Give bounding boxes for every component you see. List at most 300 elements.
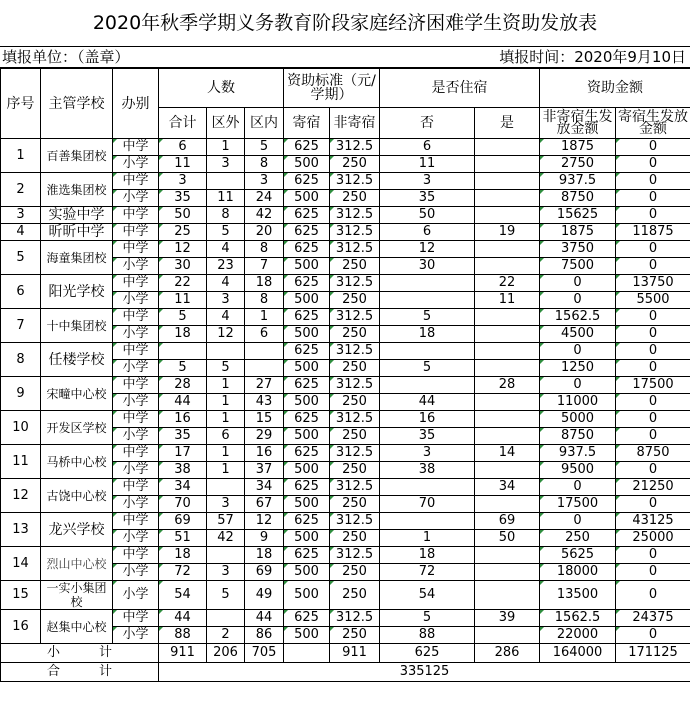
cell-seq: 4	[1, 224, 41, 241]
cell-total: 5	[159, 360, 207, 377]
cell-yes	[475, 190, 540, 207]
cell-school: 一实小集团校	[41, 581, 113, 610]
cell-std-nondorm: 250	[330, 428, 380, 445]
cell-amt-nondorm: 0	[540, 343, 616, 360]
cell-outside: 3	[207, 292, 245, 309]
cell-type: 中学	[113, 275, 159, 292]
cell-std-nondorm: 250	[330, 462, 380, 479]
cell-yes: 19	[475, 224, 540, 241]
cell-no: 5	[380, 360, 475, 377]
cell-std-nondorm: 250	[330, 190, 380, 207]
cell-std-dorm: 625	[284, 173, 330, 190]
cell-total: 18	[159, 547, 207, 564]
cell-amt-dorm: 0	[616, 190, 690, 207]
cell-outside: 4	[207, 275, 245, 292]
cell-no: 38	[380, 462, 475, 479]
cell-inside: 1	[245, 309, 284, 326]
cell-inside: 44	[245, 610, 284, 627]
cell-total: 11	[159, 292, 207, 309]
cell-total: 54	[159, 581, 207, 610]
cell-std-nondorm: 312.5	[330, 411, 380, 428]
page-title: 2020年秋季学期义务教育阶段家庭经济困难学生资助发放表	[92, 12, 598, 34]
cell-type: 中学	[113, 479, 159, 496]
cell-outside	[207, 547, 245, 564]
grand-total-row	[1, 663, 690, 682]
cell-total: 44	[159, 394, 207, 411]
header-dorm-amount: 寄宿生发放金额	[616, 108, 690, 139]
cell-yes	[475, 581, 540, 610]
subtotal-std-dorm	[284, 644, 330, 663]
cell-seq: 14	[1, 547, 41, 581]
cell-inside: 67	[245, 496, 284, 513]
cell-std-dorm: 500	[284, 360, 330, 377]
cell-total	[159, 343, 207, 360]
cell-yes	[475, 394, 540, 411]
cell-type: 中学	[113, 173, 159, 190]
cell-school: 实验中学	[41, 207, 113, 224]
cell-no: 30	[380, 258, 475, 275]
cell-amt-dorm: 13750	[616, 275, 690, 292]
cell-total: 35	[159, 190, 207, 207]
cell-amt-nondorm: 1250	[540, 360, 616, 377]
cell-outside: 4	[207, 309, 245, 326]
cell-outside: 4	[207, 241, 245, 258]
aid-table	[0, 68, 690, 682]
cell-amt-dorm: 0	[616, 139, 690, 156]
cell-outside: 8	[207, 207, 245, 224]
fill-time-label: 填报时间：2020年9月10日	[499, 48, 686, 66]
cell-inside: 43	[245, 394, 284, 411]
cell-school: 昕昕中学	[41, 224, 113, 241]
cell-no: 35	[380, 190, 475, 207]
cell-total: 44	[159, 610, 207, 627]
cell-inside: 15	[245, 411, 284, 428]
cell-std-dorm: 500	[284, 428, 330, 445]
cell-seq: 5	[1, 241, 41, 275]
cell-type: 中学	[113, 207, 159, 224]
cell-seq: 13	[1, 513, 41, 547]
header-nondorm: 非寄宿	[330, 108, 380, 139]
cell-amt-nondorm: 3750	[540, 241, 616, 258]
cell-amt-nondorm: 2750	[540, 156, 616, 173]
cell-seq: 2	[1, 173, 41, 207]
cell-inside: 18	[245, 547, 284, 564]
cell-no: 16	[380, 411, 475, 428]
cell-std-dorm: 625	[284, 377, 330, 394]
cell-std-dorm: 500	[284, 564, 330, 581]
cell-amt-dorm: 0	[616, 581, 690, 610]
cell-inside: 3	[245, 173, 284, 190]
cell-outside: 1	[207, 462, 245, 479]
cell-inside: 7	[245, 258, 284, 275]
cell-std-nondorm: 250	[330, 530, 380, 547]
cell-inside: 8	[245, 156, 284, 173]
cell-outside: 11	[207, 190, 245, 207]
table-row	[1, 547, 690, 564]
subtotal-no: 625	[380, 644, 475, 663]
cell-yes	[475, 326, 540, 343]
cell-no: 18	[380, 547, 475, 564]
cell-total: 17	[159, 445, 207, 462]
cell-school: 任楼学校	[41, 343, 113, 377]
cell-std-dorm: 625	[284, 224, 330, 241]
cell-inside: 27	[245, 377, 284, 394]
cell-type: 中学	[113, 610, 159, 627]
table-row	[1, 224, 690, 241]
cell-type: 小学	[113, 564, 159, 581]
cell-no	[380, 292, 475, 309]
cell-std-dorm: 500	[284, 496, 330, 513]
cell-type: 小学	[113, 627, 159, 644]
cell-type: 中学	[113, 139, 159, 156]
cell-inside: 24	[245, 190, 284, 207]
cell-amt-dorm: 0	[616, 428, 690, 445]
cell-outside: 57	[207, 513, 245, 530]
cell-outside: 5	[207, 581, 245, 610]
cell-yes	[475, 547, 540, 564]
cell-amt-dorm: 43125	[616, 513, 690, 530]
subtotal-yes: 286	[475, 644, 540, 663]
cell-school: 百善集团校	[41, 139, 113, 173]
cell-yes: 11	[475, 292, 540, 309]
cell-yes	[475, 309, 540, 326]
cell-std-dorm: 500	[284, 394, 330, 411]
cell-std-dorm: 625	[284, 139, 330, 156]
cell-std-nondorm: 312.5	[330, 377, 380, 394]
cell-yes: 50	[475, 530, 540, 547]
cell-yes	[475, 241, 540, 258]
cell-seq: 10	[1, 411, 41, 445]
cell-std-nondorm: 312.5	[330, 207, 380, 224]
cell-outside: 1	[207, 394, 245, 411]
cell-amt-dorm: 0	[616, 411, 690, 428]
cell-yes: 39	[475, 610, 540, 627]
cell-inside: 6	[245, 326, 284, 343]
cell-no: 35	[380, 428, 475, 445]
cell-no: 12	[380, 241, 475, 258]
cell-amt-dorm: 0	[616, 241, 690, 258]
cell-type: 中学	[113, 513, 159, 530]
header-no: 否	[380, 108, 475, 139]
cell-inside: 18	[245, 275, 284, 292]
header-nondorm-amount: 非寄宿生发放金额	[540, 108, 616, 139]
cell-amt-dorm: 0	[616, 326, 690, 343]
table-row	[1, 173, 690, 190]
cell-seq: 11	[1, 445, 41, 479]
cell-std-nondorm: 312.5	[330, 445, 380, 462]
cell-std-nondorm: 312.5	[330, 343, 380, 360]
cell-amt-dorm: 0	[616, 462, 690, 479]
cell-std-nondorm: 250	[330, 292, 380, 309]
cell-std-nondorm: 312.5	[330, 224, 380, 241]
cell-amt-dorm: 0	[616, 207, 690, 224]
cell-amt-nondorm: 13500	[540, 581, 616, 610]
cell-inside: 9	[245, 530, 284, 547]
subtotal-amt-dorm: 171125	[616, 644, 690, 663]
cell-amt-dorm: 0	[616, 496, 690, 513]
cell-total: 50	[159, 207, 207, 224]
cell-type: 小学	[113, 530, 159, 547]
cell-std-nondorm: 312.5	[330, 479, 380, 496]
cell-inside: 12	[245, 513, 284, 530]
cell-std-nondorm: 250	[330, 496, 380, 513]
cell-amt-nondorm: 1562.5	[540, 610, 616, 627]
cell-std-dorm: 500	[284, 530, 330, 547]
cell-amt-nondorm: 15625	[540, 207, 616, 224]
cell-amt-nondorm: 9500	[540, 462, 616, 479]
cell-total: 18	[159, 326, 207, 343]
cell-amt-dorm: 0	[616, 173, 690, 190]
cell-inside: 16	[245, 445, 284, 462]
cell-no: 6	[380, 224, 475, 241]
table-row	[1, 139, 690, 156]
cell-yes	[475, 496, 540, 513]
cell-type: 小学	[113, 156, 159, 173]
cell-std-dorm: 500	[284, 326, 330, 343]
cell-std-dorm: 500	[284, 156, 330, 173]
cell-type: 小学	[113, 428, 159, 445]
cell-amt-dorm: 0	[616, 394, 690, 411]
cell-total: 70	[159, 496, 207, 513]
cell-outside: 3	[207, 564, 245, 581]
cell-std-dorm: 500	[284, 627, 330, 644]
cell-no: 88	[380, 627, 475, 644]
cell-seq: 15	[1, 581, 41, 610]
cell-std-nondorm: 250	[330, 258, 380, 275]
cell-no: 5	[380, 610, 475, 627]
cell-yes	[475, 428, 540, 445]
cell-total: 6	[159, 139, 207, 156]
cell-std-nondorm: 250	[330, 627, 380, 644]
meta-bar	[0, 46, 690, 68]
cell-std-nondorm: 312.5	[330, 241, 380, 258]
cell-amt-dorm: 0	[616, 360, 690, 377]
fill-unit-label: 填报单位：（盖章）	[2, 48, 130, 66]
cell-amt-nondorm: 0	[540, 377, 616, 394]
cell-std-nondorm: 312.5	[330, 139, 380, 156]
cell-type: 小学	[113, 462, 159, 479]
cell-inside	[245, 343, 284, 360]
cell-school: 阳光学校	[41, 275, 113, 309]
cell-yes	[475, 156, 540, 173]
cell-school: 十中集团校	[41, 309, 113, 343]
cell-amt-dorm: 21250	[616, 479, 690, 496]
cell-amt-nondorm: 0	[540, 513, 616, 530]
cell-outside	[207, 343, 245, 360]
cell-std-nondorm: 250	[330, 156, 380, 173]
header-row-1	[1, 69, 690, 108]
cell-amt-nondorm: 11000	[540, 394, 616, 411]
cell-inside: 69	[245, 564, 284, 581]
cell-school: 开发区学校	[41, 411, 113, 445]
cell-type: 小学	[113, 581, 159, 610]
cell-amt-dorm: 17500	[616, 377, 690, 394]
cell-amt-nondorm: 0	[540, 275, 616, 292]
cell-yes: 34	[475, 479, 540, 496]
table-row	[1, 479, 690, 496]
cell-total: 38	[159, 462, 207, 479]
cell-no: 5	[380, 309, 475, 326]
cell-inside: 42	[245, 207, 284, 224]
cell-std-dorm: 625	[284, 309, 330, 326]
cell-total: 25	[159, 224, 207, 241]
cell-outside	[207, 479, 245, 496]
cell-inside: 5	[245, 139, 284, 156]
table-body	[1, 139, 690, 644]
cell-no	[380, 377, 475, 394]
cell-std-dorm: 625	[284, 343, 330, 360]
cell-amt-dorm: 24375	[616, 610, 690, 627]
cell-school: 烈山中心校	[41, 547, 113, 581]
cell-amt-dorm: 0	[616, 258, 690, 275]
header-dorm: 寄宿	[284, 108, 330, 139]
cell-outside: 23	[207, 258, 245, 275]
cell-seq: 8	[1, 343, 41, 377]
cell-type: 中学	[113, 445, 159, 462]
cell-std-dorm: 625	[284, 610, 330, 627]
cell-std-dorm: 500	[284, 581, 330, 610]
cell-total: 11	[159, 156, 207, 173]
cell-amt-nondorm: 0	[540, 479, 616, 496]
cell-yes	[475, 627, 540, 644]
cell-outside: 12	[207, 326, 245, 343]
cell-outside: 1	[207, 139, 245, 156]
cell-amt-dorm: 0	[616, 627, 690, 644]
cell-no	[380, 513, 475, 530]
cell-type: 小学	[113, 360, 159, 377]
cell-std-nondorm: 250	[330, 360, 380, 377]
subtotal-total: 911	[159, 644, 207, 663]
cell-yes: 28	[475, 377, 540, 394]
cell-amt-nondorm: 0	[540, 292, 616, 309]
cell-std-dorm: 625	[284, 411, 330, 428]
header-yes: 是	[475, 108, 540, 139]
cell-school: 马桥中心校	[41, 445, 113, 479]
cell-amt-nondorm: 937.5	[540, 445, 616, 462]
cell-std-dorm: 625	[284, 445, 330, 462]
cell-amt-nondorm: 8750	[540, 428, 616, 445]
cell-std-nondorm: 250	[330, 581, 380, 610]
cell-std-nondorm: 250	[330, 394, 380, 411]
subtotal-row	[1, 644, 690, 663]
cell-yes	[475, 411, 540, 428]
cell-std-dorm: 500	[284, 258, 330, 275]
cell-inside: 8	[245, 292, 284, 309]
header-inside: 区内	[245, 108, 284, 139]
cell-school: 淮选集团校	[41, 173, 113, 207]
cell-amt-nondorm: 5625	[540, 547, 616, 564]
cell-std-dorm: 500	[284, 462, 330, 479]
cell-type: 中学	[113, 377, 159, 394]
cell-yes	[475, 462, 540, 479]
cell-no: 1	[380, 530, 475, 547]
cell-std-dorm: 625	[284, 207, 330, 224]
cell-std-dorm: 500	[284, 292, 330, 309]
cell-no: 70	[380, 496, 475, 513]
cell-no: 54	[380, 581, 475, 610]
cell-outside	[207, 173, 245, 190]
header-amount: 资助金额	[540, 69, 690, 108]
cell-yes	[475, 360, 540, 377]
cell-no: 50	[380, 207, 475, 224]
cell-outside: 5	[207, 360, 245, 377]
cell-seq: 12	[1, 479, 41, 513]
cell-total: 5	[159, 309, 207, 326]
cell-total: 35	[159, 428, 207, 445]
table-row	[1, 581, 690, 610]
cell-amt-nondorm: 1875	[540, 139, 616, 156]
cell-std-dorm: 625	[284, 275, 330, 292]
cell-outside: 3	[207, 496, 245, 513]
cell-type: 中学	[113, 309, 159, 326]
cell-amt-dorm: 0	[616, 547, 690, 564]
cell-total: 28	[159, 377, 207, 394]
cell-amt-dorm: 0	[616, 564, 690, 581]
cell-std-nondorm: 312.5	[330, 275, 380, 292]
cell-amt-dorm: 25000	[616, 530, 690, 547]
cell-seq: 6	[1, 275, 41, 309]
cell-inside: 49	[245, 581, 284, 610]
grand-total-label: 合 计	[1, 663, 159, 682]
cell-type: 中学	[113, 411, 159, 428]
subtotal-outside: 206	[207, 644, 245, 663]
cell-type: 中学	[113, 547, 159, 564]
header-outside: 区外	[207, 108, 245, 139]
cell-type: 中学	[113, 343, 159, 360]
cell-std-nondorm: 312.5	[330, 513, 380, 530]
cell-amt-nondorm: 5000	[540, 411, 616, 428]
cell-seq: 1	[1, 139, 41, 173]
table-row	[1, 513, 690, 530]
cell-amt-nondorm: 22000	[540, 627, 616, 644]
cell-seq: 16	[1, 610, 41, 644]
table-row	[1, 343, 690, 360]
cell-type: 小学	[113, 292, 159, 309]
table-row	[1, 610, 690, 627]
subtotal-label: 小 计	[1, 644, 159, 663]
cell-amt-nondorm: 937.5	[540, 173, 616, 190]
cell-outside: 1	[207, 445, 245, 462]
cell-yes: 69	[475, 513, 540, 530]
grand-total-value: 335125	[159, 663, 690, 682]
cell-amt-dorm: 5500	[616, 292, 690, 309]
cell-amt-nondorm: 17500	[540, 496, 616, 513]
cell-amt-dorm: 0	[616, 156, 690, 173]
cell-amt-dorm: 0	[616, 309, 690, 326]
header-school: 主管学校	[41, 69, 113, 139]
cell-school: 赵集中心校	[41, 610, 113, 644]
table-row	[1, 377, 690, 394]
cell-inside: 86	[245, 627, 284, 644]
cell-outside: 3	[207, 156, 245, 173]
cell-total: 16	[159, 411, 207, 428]
cell-no: 72	[380, 564, 475, 581]
cell-no	[380, 343, 475, 360]
cell-amt-nondorm: 4500	[540, 326, 616, 343]
cell-total: 72	[159, 564, 207, 581]
subtotal-inside: 705	[245, 644, 284, 663]
table-row	[1, 241, 690, 258]
cell-amt-dorm: 0	[616, 343, 690, 360]
table-row	[1, 275, 690, 292]
cell-std-nondorm: 312.5	[330, 547, 380, 564]
cell-std-nondorm: 312.5	[330, 610, 380, 627]
cell-amt-nondorm: 250	[540, 530, 616, 547]
cell-std-dorm: 625	[284, 241, 330, 258]
header-boarding: 是否住宿	[380, 69, 540, 108]
cell-yes	[475, 207, 540, 224]
cell-type: 小学	[113, 258, 159, 275]
